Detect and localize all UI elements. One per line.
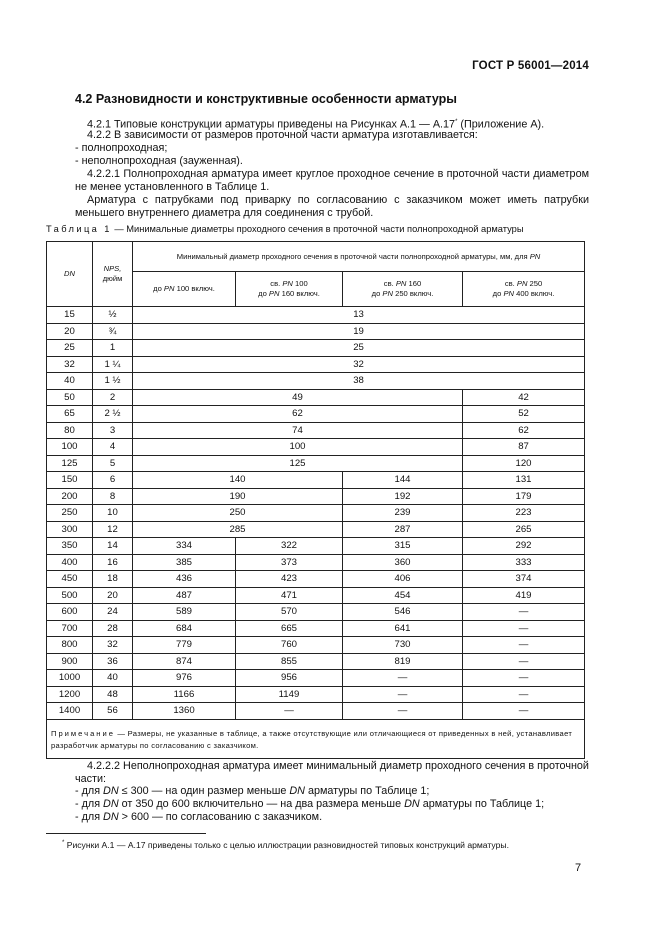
header-dn: DN: [47, 242, 93, 307]
cell-diameter: 49: [133, 389, 463, 406]
cell-nps: 32: [93, 637, 133, 654]
cell-diameter: 471: [236, 587, 343, 604]
cell-diameter: 589: [133, 604, 236, 621]
cell-nps: 2 ½: [93, 406, 133, 423]
header-pn-400: св. PN 250 до PN 400 включ.: [463, 272, 585, 307]
page-number: 7: [575, 862, 582, 874]
cell-diameter: 239: [343, 505, 463, 522]
cell-diameter: 1360: [133, 703, 236, 720]
paragraph-4-2-2-1: [75, 168, 589, 194]
cell-diameter: 223: [463, 505, 585, 522]
footnote-mark: *: [62, 840, 65, 847]
cell-diameter: 125: [133, 455, 463, 472]
cell-diameter: 38: [133, 373, 585, 390]
cell-diameter: —: [463, 670, 585, 687]
table-note-text: — Размеры, не указанные в таблице, а также отсутствующие или отличающиеся от приведенных в ней, устанавливает разработчик арматуры по согласованию с заказчиком.: [51, 728, 573, 750]
table-row: [47, 554, 585, 571]
cell-diameter: 265: [463, 521, 585, 538]
cell-dn: 80: [47, 422, 93, 439]
cell-nps: 28: [93, 620, 133, 637]
table-note-label: Примечание: [51, 728, 115, 738]
cell-nps: 1 ¼: [93, 356, 133, 373]
cell-diameter: 423: [236, 571, 343, 588]
cell-diameter: 874: [133, 653, 236, 670]
table-row: [47, 323, 585, 340]
table-caption: [46, 224, 524, 234]
table-row: [47, 653, 585, 670]
cell-diameter: 641: [343, 620, 463, 637]
cell-dn: 450: [47, 571, 93, 588]
table-row: [47, 356, 585, 373]
table-row: [47, 340, 585, 357]
cell-dn: 65: [47, 406, 93, 423]
footnote-divider: [46, 833, 206, 834]
cell-diameter: 190: [133, 488, 343, 505]
cell-diameter: 1149: [236, 686, 343, 703]
cell-diameter: 360: [343, 554, 463, 571]
cell-dn: 32: [47, 356, 93, 373]
cell-diameter: —: [236, 703, 343, 720]
table-caption-label: Таблица 1: [46, 224, 112, 234]
cell-dn: 1200: [47, 686, 93, 703]
cell-diameter: 334: [133, 538, 236, 555]
cell-diameter: 385: [133, 554, 236, 571]
cell-diameter: 144: [343, 472, 463, 489]
section-title: 4.2 Разновидности и конструктивные особенности арматуры: [75, 92, 457, 106]
paragraph-text: 4.2.2.2 Неполнопроходная арматура имеет минимальный диаметр проходного сечения в проточной части:: [75, 760, 589, 785]
table-1: [46, 241, 585, 759]
footnote-text: Рисунки А.1 — А.17 приведены только с целью иллюстрации разновидностей типовых конструкций арматуры.: [64, 840, 509, 850]
cell-dn: 150: [47, 472, 93, 489]
paragraph-weld-ends: [75, 194, 589, 220]
cell-diameter: 13: [133, 307, 585, 324]
cell-nps: 56: [93, 703, 133, 720]
table-row: [47, 637, 585, 654]
header-pn-100: до PN 100 включ.: [133, 272, 236, 307]
cell-diameter: 74: [133, 422, 463, 439]
cell-nps: 5: [93, 455, 133, 472]
cell-nps: 2: [93, 389, 133, 406]
table-row: [47, 406, 585, 423]
list-item-dn-300: - для DN ≤ 300 — на один размер меньше DN арматуры по Таблице 1;: [75, 785, 430, 797]
cell-diameter: —: [343, 670, 463, 687]
paragraph-4-2-2-2: [75, 760, 589, 786]
cell-diameter: 322: [236, 538, 343, 555]
cell-diameter: 52: [463, 406, 585, 423]
paragraph-text: (Приложение А).: [457, 118, 545, 131]
cell-diameter: 32: [133, 356, 585, 373]
list-item-full-bore: - полнопроходная;: [75, 142, 168, 154]
cell-nps: 12: [93, 521, 133, 538]
cell-diameter: 546: [343, 604, 463, 621]
table-row: [47, 604, 585, 621]
table-note: [47, 719, 585, 758]
paragraph-text: 4.2.2 В зависимости от размеров проточной части арматура изготавливается:: [87, 129, 478, 141]
table-row: [47, 521, 585, 538]
cell-dn: 1000: [47, 670, 93, 687]
table-row: [47, 620, 585, 637]
table-row: [47, 703, 585, 720]
cell-diameter: 419: [463, 587, 585, 604]
cell-diameter: 1166: [133, 686, 236, 703]
cell-dn: 700: [47, 620, 93, 637]
cell-diameter: 665: [236, 620, 343, 637]
table-row: [47, 439, 585, 456]
header-pn-160: св. PN 100 до PN 160 включ.: [236, 272, 343, 307]
cell-dn: 1400: [47, 703, 93, 720]
cell-nps: 4: [93, 439, 133, 456]
cell-diameter: 760: [236, 637, 343, 654]
table-row: [47, 670, 585, 687]
table-row: [47, 472, 585, 489]
cell-diameter: 192: [343, 488, 463, 505]
table-row: [47, 373, 585, 390]
cell-diameter: —: [463, 653, 585, 670]
footnote: [62, 840, 509, 850]
cell-dn: 250: [47, 505, 93, 522]
cell-diameter: 42: [463, 389, 585, 406]
cell-diameter: —: [463, 686, 585, 703]
cell-diameter: 120: [463, 455, 585, 472]
cell-dn: 25: [47, 340, 93, 357]
cell-dn: 400: [47, 554, 93, 571]
header-nps: NPS, дюйм: [93, 242, 133, 307]
cell-diameter: —: [343, 703, 463, 720]
cell-diameter: —: [343, 686, 463, 703]
list-item-dn-600: - для DN > 600 — по согласованию с заказчиком.: [75, 811, 323, 823]
cell-diameter: 62: [463, 422, 585, 439]
cell-dn: 600: [47, 604, 93, 621]
table-row: [47, 686, 585, 703]
table-row: [47, 389, 585, 406]
paragraph-text: 4.2.1 Типовые конструкции арматуры приведены на Рисунках А.1 — А.17: [87, 118, 456, 131]
cell-dn: 500: [47, 587, 93, 604]
cell-nps: 16: [93, 554, 133, 571]
cell-nps: 14: [93, 538, 133, 555]
cell-diameter: 956: [236, 670, 343, 687]
cell-nps: 18: [93, 571, 133, 588]
table-row: [47, 307, 585, 324]
cell-diameter: 87: [463, 439, 585, 456]
cell-nps: 36: [93, 653, 133, 670]
cell-diameter: 374: [463, 571, 585, 588]
cell-diameter: 285: [133, 521, 343, 538]
cell-diameter: 100: [133, 439, 463, 456]
paragraph-text: Арматура с патрубками под приварку по согласованию с заказчиком может иметь патрубки меньшего внутреннего диаметра для соединения с трубой.: [75, 194, 589, 219]
cell-diameter: 19: [133, 323, 585, 340]
cell-nps: 10: [93, 505, 133, 522]
cell-nps: 1 ½: [93, 373, 133, 390]
cell-diameter: 819: [343, 653, 463, 670]
cell-diameter: 406: [343, 571, 463, 588]
table-row: [47, 488, 585, 505]
cell-diameter: 730: [343, 637, 463, 654]
cell-nps: ¾: [93, 323, 133, 340]
paragraph-text: 4.2.2.1 Полнопроходная арматура имеет круглое проходное сечение в проточной части диаметром не менее установленного в Таблице 1.: [75, 168, 589, 193]
cell-nps: 6: [93, 472, 133, 489]
cell-dn: 20: [47, 323, 93, 340]
cell-nps: ½: [93, 307, 133, 324]
standard-designation: ГОСТ Р 56001—2014: [472, 60, 589, 72]
cell-diameter: 25: [133, 340, 585, 357]
cell-diameter: 373: [236, 554, 343, 571]
cell-diameter: —: [463, 703, 585, 720]
cell-diameter: 140: [133, 472, 343, 489]
cell-diameter: —: [463, 637, 585, 654]
paragraph-4-2-2: [75, 129, 589, 142]
list-item-reduced-bore: - неполнопроходная (зауженная).: [75, 155, 243, 167]
cell-dn: 300: [47, 521, 93, 538]
table-row: [47, 422, 585, 439]
header-pn-250: св. PN 160 до PN 250 включ.: [343, 272, 463, 307]
cell-diameter: 436: [133, 571, 236, 588]
cell-dn: 800: [47, 637, 93, 654]
cell-nps: 1: [93, 340, 133, 357]
cell-diameter: 779: [133, 637, 236, 654]
cell-diameter: 315: [343, 538, 463, 555]
table-row: [47, 587, 585, 604]
footnote-ref: *: [455, 119, 458, 125]
cell-diameter: —: [463, 604, 585, 621]
cell-diameter: 684: [133, 620, 236, 637]
table-caption-text: — Минимальные диаметры проходного сечения в проточной части полнопроходной арматуры: [111, 224, 524, 234]
cell-dn: 900: [47, 653, 93, 670]
cell-diameter: —: [463, 620, 585, 637]
cell-diameter: 976: [133, 670, 236, 687]
table-row: [47, 505, 585, 522]
cell-diameter: 131: [463, 472, 585, 489]
table-row: [47, 538, 585, 555]
cell-nps: 8: [93, 488, 133, 505]
cell-nps: 40: [93, 670, 133, 687]
cell-diameter: 333: [463, 554, 585, 571]
cell-diameter: 62: [133, 406, 463, 423]
cell-diameter: 487: [133, 587, 236, 604]
cell-dn: 50: [47, 389, 93, 406]
cell-diameter: 287: [343, 521, 463, 538]
cell-nps: 24: [93, 604, 133, 621]
table-row: [47, 455, 585, 472]
cell-dn: 100: [47, 439, 93, 456]
cell-dn: 200: [47, 488, 93, 505]
cell-diameter: 570: [236, 604, 343, 621]
cell-dn: 125: [47, 455, 93, 472]
cell-nps: 48: [93, 686, 133, 703]
cell-diameter: 250: [133, 505, 343, 522]
table-row: [47, 571, 585, 588]
cell-diameter: 855: [236, 653, 343, 670]
cell-dn: 40: [47, 373, 93, 390]
header-min-diameter: Минимальный диаметр проходного сечения в проточной части полнопроходной арматуры, мм, для PN: [133, 242, 585, 272]
cell-dn: 350: [47, 538, 93, 555]
cell-nps: 20: [93, 587, 133, 604]
list-item-dn-350-600: - для DN от 350 до 600 включительно — на два размера меньше DN арматуры по Таблице 1;: [75, 798, 545, 810]
cell-nps: 3: [93, 422, 133, 439]
cell-diameter: 454: [343, 587, 463, 604]
cell-diameter: 179: [463, 488, 585, 505]
cell-diameter: 292: [463, 538, 585, 555]
cell-dn: 15: [47, 307, 93, 324]
